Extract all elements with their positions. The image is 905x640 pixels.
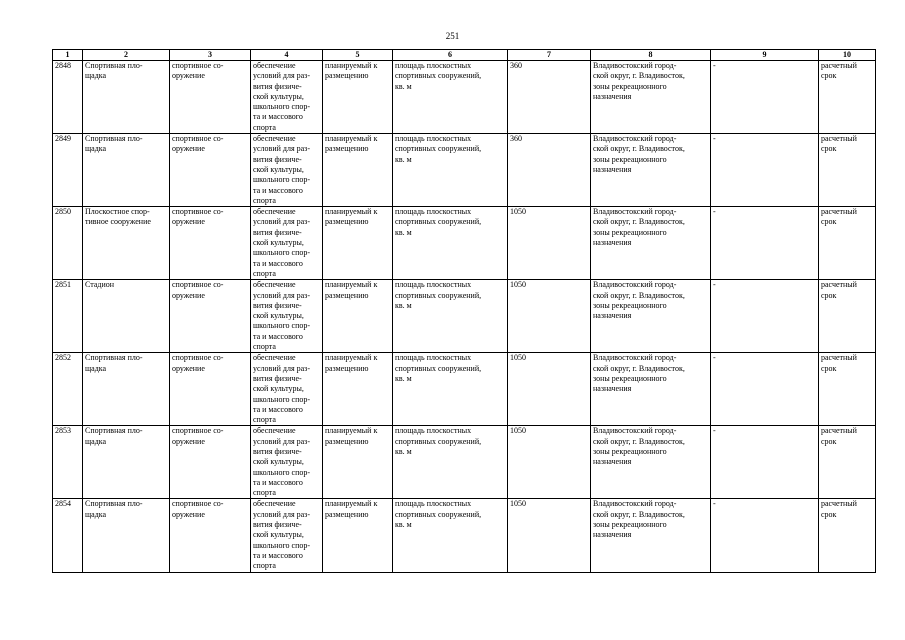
object-type: спортивное со- оружение <box>170 61 251 134</box>
object-value: 1050 <box>508 353 591 426</box>
table-row <box>53 499 876 572</box>
object-location: Владивостокский город- ской округ, г. Владивосток, зоны рекреационного назначения <box>591 134 711 207</box>
table-row <box>53 207 876 280</box>
object-type: спортивное со- оружение <box>170 207 251 280</box>
object-id: 2849 <box>53 134 83 207</box>
object-location: Владивостокский город- ской округ, г. Владивосток, зоны рекреационного назначения <box>591 207 711 280</box>
object-term: расчетный срок <box>819 280 876 353</box>
object-purpose: обеспечение условий для раз- вития физиче- ской культуры, школьного спор- та и массового спорта <box>251 207 323 280</box>
object-type: спортивное со- оружение <box>170 426 251 499</box>
object-type: спортивное со- оружение <box>170 353 251 426</box>
object-value: 360 <box>508 134 591 207</box>
object-location: Владивостокский город- ской округ, г. Владивосток, зоны рекреационного назначения <box>591 426 711 499</box>
object-value: 1050 <box>508 280 591 353</box>
object-characteristic: площадь плоскостных спортивных сооружений, кв. м <box>393 499 508 572</box>
column-header: 9 <box>711 50 819 61</box>
object-term: расчетный срок <box>819 353 876 426</box>
table-row <box>53 61 876 134</box>
object-status: планируемый к размещению <box>323 61 393 134</box>
column-header: 2 <box>83 50 170 61</box>
object-status: планируемый к размещению <box>323 353 393 426</box>
object-id: 2854 <box>53 499 83 572</box>
object-purpose: обеспечение условий для раз- вития физиче- ской культуры, школьного спор- та и массового спорта <box>251 499 323 572</box>
column-header: 6 <box>393 50 508 61</box>
object-name: Спортивная пло- щадка <box>83 61 170 134</box>
object-term: расчетный срок <box>819 134 876 207</box>
object-location: Владивостокский город- ской округ, г. Владивосток, зоны рекреационного назначения <box>591 280 711 353</box>
objects-table <box>52 49 876 573</box>
object-characteristic: площадь плоскостных спортивных сооружений, кв. м <box>393 280 508 353</box>
column-header: 1 <box>53 50 83 61</box>
column-number-row <box>53 50 876 61</box>
column-header: 8 <box>591 50 711 61</box>
page-number: 251 <box>445 31 460 41</box>
object-type: спортивное со- оружение <box>170 280 251 353</box>
object-value: 360 <box>508 61 591 134</box>
object-value: 1050 <box>508 426 591 499</box>
object-name: Плоскостное спор- тивное сооружение <box>83 207 170 280</box>
object-name: Спортивная пло- щадка <box>83 353 170 426</box>
table-row <box>53 426 876 499</box>
object-status: планируемый к размещению <box>323 134 393 207</box>
object-name: Спортивная пло- щадка <box>83 134 170 207</box>
object-status: планируемый к размещению <box>323 499 393 572</box>
table-row <box>53 134 876 207</box>
object-characteristic: площадь плоскостных спортивных сооружений, кв. м <box>393 61 508 134</box>
object-purpose: обеспечение условий для раз- вития физиче- ской культуры, школьного спор- та и массового спорта <box>251 134 323 207</box>
object-location: Владивостокский город- ской округ, г. Владивосток, зоны рекреационного назначения <box>591 61 711 134</box>
object-status: планируемый к размещению <box>323 207 393 280</box>
object-id: 2853 <box>53 426 83 499</box>
object-location: Владивостокский город- ской округ, г. Владивосток, зоны рекреационного назначения <box>591 353 711 426</box>
column-header: 3 <box>170 50 251 61</box>
object-characteristic: площадь плоскостных спортивных сооружений, кв. м <box>393 207 508 280</box>
object-zones: - <box>711 134 819 207</box>
object-id: 2848 <box>53 61 83 134</box>
object-name: Стадион <box>83 280 170 353</box>
table-row <box>53 280 876 353</box>
object-zones: - <box>711 280 819 353</box>
object-purpose: обеспечение условий для раз- вития физиче- ской культуры, школьного спор- та и массового спорта <box>251 61 323 134</box>
object-id: 2850 <box>53 207 83 280</box>
object-term: расчетный срок <box>819 207 876 280</box>
object-id: 2852 <box>53 353 83 426</box>
object-purpose: обеспечение условий для раз- вития физиче- ской культуры, школьного спор- та и массового спорта <box>251 280 323 353</box>
object-status: планируемый к размещению <box>323 280 393 353</box>
column-header: 4 <box>251 50 323 61</box>
object-characteristic: площадь плоскостных спортивных сооружений, кв. м <box>393 353 508 426</box>
object-purpose: обеспечение условий для раз- вития физиче- ской культуры, школьного спор- та и массового спорта <box>251 353 323 426</box>
object-characteristic: площадь плоскостных спортивных сооружений, кв. м <box>393 426 508 499</box>
object-name: Спортивная пло- щадка <box>83 426 170 499</box>
object-value: 1050 <box>508 207 591 280</box>
object-status: планируемый к размещению <box>323 426 393 499</box>
object-term: расчетный срок <box>819 499 876 572</box>
object-type: спортивное со- оружение <box>170 134 251 207</box>
object-zones: - <box>711 207 819 280</box>
object-value: 1050 <box>508 499 591 572</box>
object-purpose: обеспечение условий для раз- вития физиче- ской культуры, школьного спор- та и массового спорта <box>251 426 323 499</box>
object-zones: - <box>711 353 819 426</box>
column-header: 5 <box>323 50 393 61</box>
column-header: 7 <box>508 50 591 61</box>
object-zones: - <box>711 61 819 134</box>
object-characteristic: площадь плоскостных спортивных сооружений, кв. м <box>393 134 508 207</box>
column-header: 10 <box>819 50 876 61</box>
object-type: спортивное со- оружение <box>170 499 251 572</box>
object-term: расчетный срок <box>819 426 876 499</box>
table-row <box>53 353 876 426</box>
object-zones: - <box>711 499 819 572</box>
object-name: Спортивная пло- щадка <box>83 499 170 572</box>
object-zones: - <box>711 426 819 499</box>
object-id: 2851 <box>53 280 83 353</box>
object-location: Владивостокский город- ской округ, г. Владивосток, зоны рекреационного назначения <box>591 499 711 572</box>
object-term: расчетный срок <box>819 61 876 134</box>
